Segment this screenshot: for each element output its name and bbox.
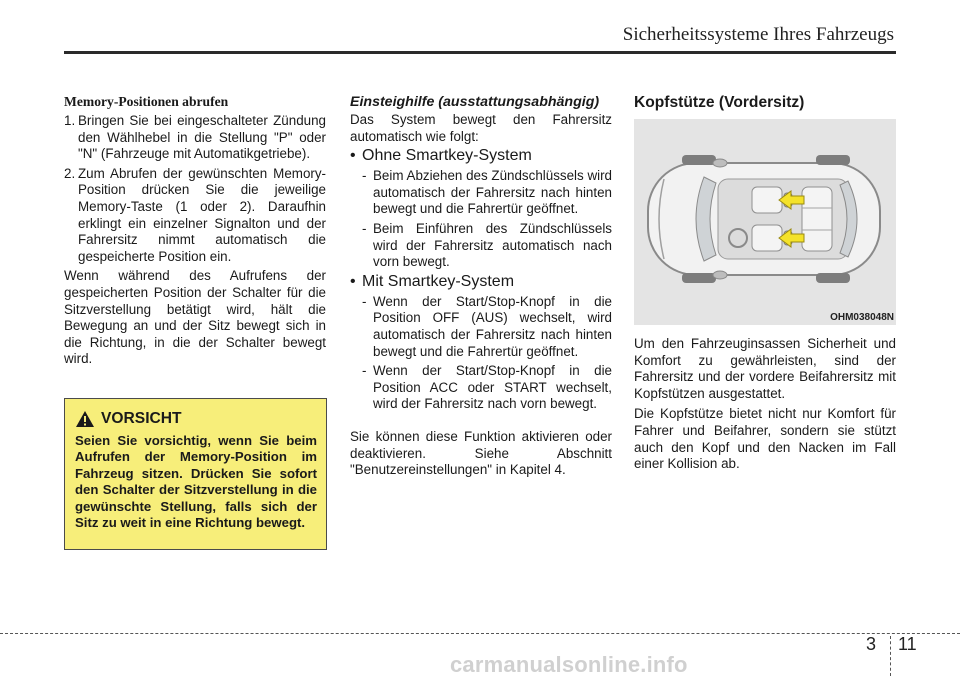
list-item-text: Bringen Sie bei eingeschalteter Zündung den Wählhebel in die Stellung "P" oder "N" (Fahrzeuge mit Automatikgetriebe). — [78, 113, 326, 162]
warning-header — [75, 410, 317, 428]
car-top-view-figure — [634, 119, 896, 325]
sub-item-text: Beim Einführen des Zündschlüssels wird der Fahrersitz automatisch nach vorn bewegt. — [373, 220, 612, 270]
page-number: 11 — [898, 634, 917, 654]
closing-paragraph: Sie können diese Funktion aktivieren oder deaktivieren. Siehe Abschnitt "Benutzereinstellungen" in Kapitel 4. — [350, 428, 612, 478]
figure-code: OHM038048N — [830, 312, 894, 323]
column-memory — [64, 94, 326, 368]
section-heading-entry-assist: Einsteighilfe (ausstattungsabhängig) — [350, 94, 600, 110]
page-divider — [890, 636, 891, 676]
list-number: 1. — [64, 113, 76, 128]
watermark: carmanualsonline.info — [450, 652, 688, 676]
section-heading-headrest: Kopfstütze (Vordersitz) — [634, 94, 805, 111]
warning-title: VORSICHT — [101, 410, 182, 427]
memory-paragraph: Wenn während des Aufrufens der gespeicherten Position der Schalter für die Sitzverstellung betätigt wird, hält die Bewegung an und der Sitz bewegt sich in die Richtung, in die der Schalter bewegt wird. — [64, 268, 326, 367]
sub-dash: - — [362, 168, 367, 184]
header-title: Sicherheitssysteme Ihres Fahrzeugs — [622, 24, 894, 45]
footer-rule — [0, 633, 960, 634]
sub-item — [350, 363, 612, 413]
warning-box — [64, 398, 327, 550]
numbered-list — [64, 113, 326, 265]
sub-item — [350, 221, 612, 271]
sub-dash: - — [362, 363, 367, 379]
warning-text: Seien Sie vorsichtig, wenn Sie beim Aufrufen der Memory-Position im Fahrzeug sitzen. Drücken Sie sofort den Schalter der Sitzverstellung in die gewünschte Stellung, falls sich der Sitz zu weit in eine Richtung bewegt. — [75, 433, 317, 531]
bullet-dot: • — [350, 147, 356, 165]
warning-triangle-icon — [75, 410, 95, 428]
list-number: 2. — [64, 165, 76, 181]
column-headrest — [634, 94, 896, 473]
sub-dash: - — [362, 293, 367, 309]
section-heading-memory: Memory-Positionen abrufen — [64, 94, 229, 109]
list-item-text: Zum Abrufen der gewünschten Memory-Position drücken Sie die jeweilige Memory-Taste (1 oder 2). Daraufhin erklingt ein einzelner Signalton und der Fahrersitz nimmt automatisch die gespeicherte Position ein. — [78, 165, 326, 264]
bullet-dot: • — [350, 272, 356, 290]
list-item — [64, 113, 326, 163]
list-item — [64, 166, 326, 266]
bullet-item — [350, 147, 612, 165]
bullet-item — [350, 273, 612, 291]
sub-dash: - — [362, 220, 367, 236]
sub-item — [350, 294, 612, 360]
headrest-paragraph-2: Die Kopfstütze bietet nicht nur Komfort für Fahrer und Beifahrer, sondern sie stützt auch den Kopf und den Nacken im Fall einer Kollision ab. — [634, 406, 896, 472]
chapter-number: 3 — [866, 634, 877, 654]
header-rule — [64, 51, 896, 54]
bullet-label: Ohne Smartkey-System — [362, 147, 532, 165]
sub-item — [350, 168, 612, 218]
sub-item-text: Beim Abziehen des Zündschlüssels wird automatisch der Fahrersitz nach hinten bewegt und die Fahrertür geöffnet. — [373, 168, 612, 217]
car-top-view-illustration — [634, 119, 896, 325]
headrest-paragraph-1: Um den Fahrzeuginsassen Sicherheit und Komfort zu gewährleisten, sind der Fahrersitz und der vordere Beifahrersitz mit Kopfstützen ausgestattet. — [634, 336, 896, 401]
sub-item-text: Wenn der Start/Stop-Knopf in die Position OFF (AUS) wechselt, wird automatisch der Fahrersitz nach hinten bewegt und die Fahrertür geöffnet. — [373, 293, 612, 359]
bullet-label: Mit Smartkey-System — [362, 272, 515, 290]
column-entry-assist — [350, 94, 612, 479]
intro-paragraph: Das System bewegt den Fahrersitz automatisch wie folgt: — [350, 112, 612, 144]
sub-item-text: Wenn der Start/Stop-Knopf in die Position ACC oder START wechselt, wird der Fahrersitz nach vorn bewegt. — [373, 363, 612, 412]
